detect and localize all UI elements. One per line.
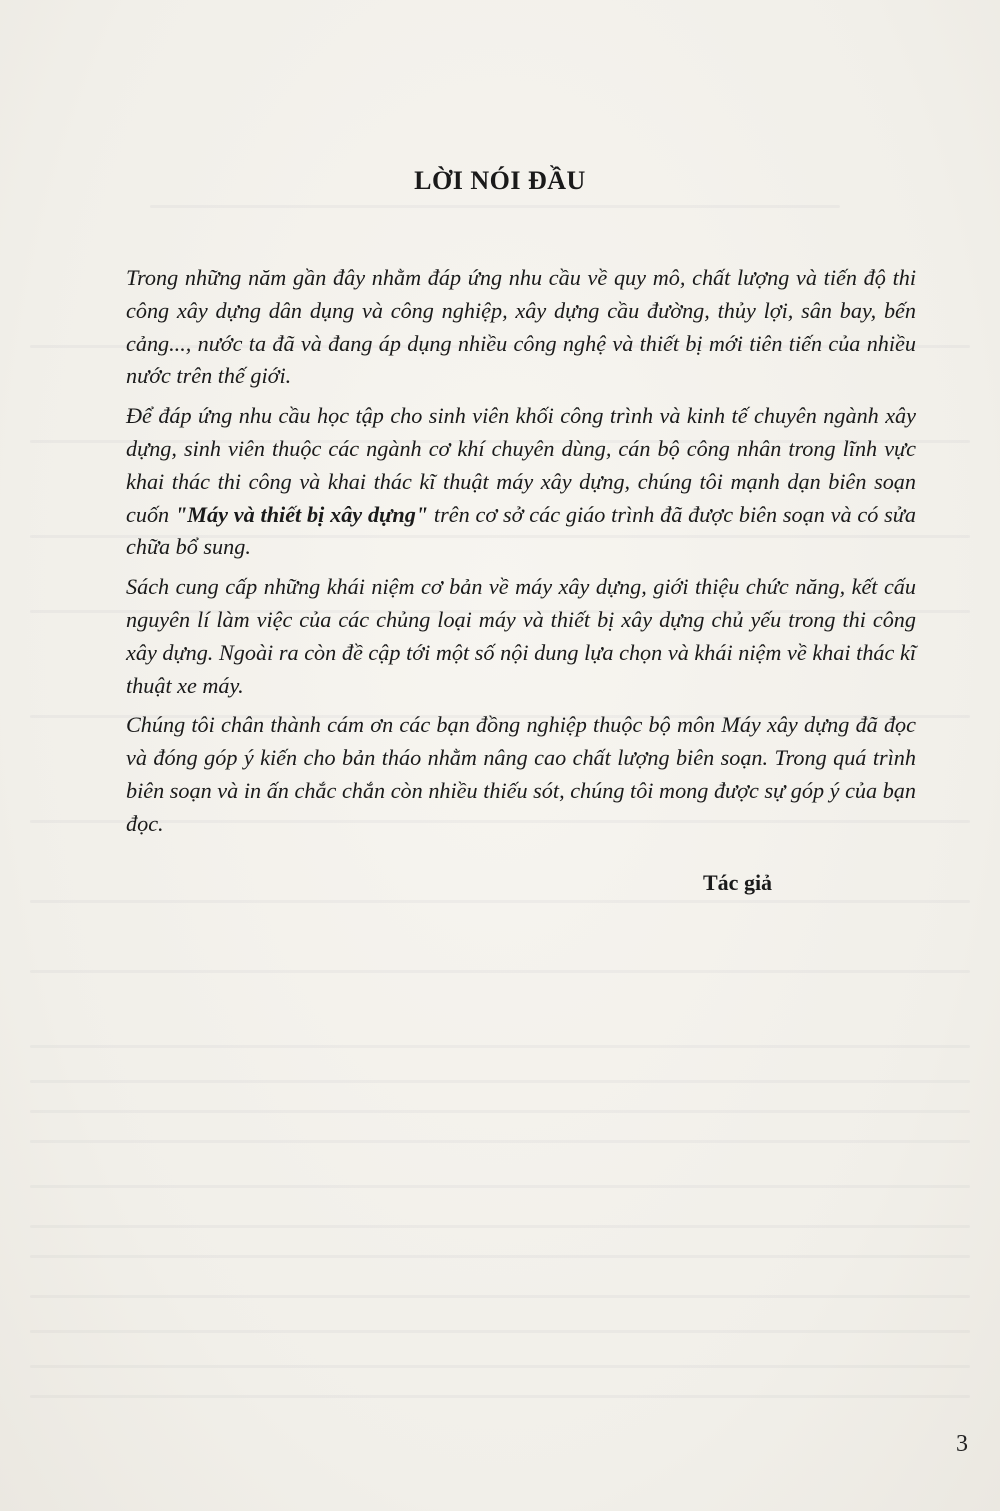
book-title: "Máy và thiết bị xây dựng" <box>174 501 429 527</box>
paragraph-2 <box>126 400 916 564</box>
page-number: 3 <box>956 1431 968 1457</box>
paragraph-1: Trong những năm gần đây nhằm đáp ứng nhu cầu về quy mô, chất lượng và tiến độ thi công xây dựng dân dụng và công nghiệp, xây dựng cầu đường, thủy lợi, sân bay, bến cảng..., nước ta đã và đang áp dụng nhiều công nghệ và thiết bị mới tiên tiến của nhiều nước trên thế giới. <box>126 265 916 389</box>
paragraph-4: Chúng tôi chân thành cám ơn các bạn đồng nghiệp thuộc bộ môn Máy xây dựng đã đọc và đóng góp ý kiến cho bản tháo nhằm nâng cao chất lượng biên soạn. Trong quá trình biên soạn và in ấn chắc chắn còn nhiều thiếu sót, chúng tôi mong được sự góp ý của bạn đọc. <box>126 712 916 836</box>
author-signature: Tác giả <box>703 870 773 895</box>
preface-body <box>126 262 916 848</box>
page-title: LỜI NÓI ĐẦU <box>414 166 586 195</box>
paragraph-3: Sách cung cấp những khái niệm cơ bản về máy xây dựng, giới thiệu chức năng, kết cấu nguyên lí làm việc của các chủng loại máy và thiết bị xây dựng chủ yếu trong thi công xây dựng. Ngoài ra còn đề cập tới một số nội dung lựa chọn và khái niệm về khai thác kĩ thuật xe máy. <box>126 574 916 698</box>
paragraph-2-text-after: trên cơ sở các giáo trình đã được biên soạn và có sửa chữa bổ sung. <box>126 501 916 560</box>
paragraph-2-text-before: Để đáp ứng nhu cầu học tập cho sinh viên khối công trình và kinh tế chuyên ngành xây dựng, sinh viên thuộc các ngành cơ khí chuyên dùng, cán bộ công nhân trong lĩnh vực khai thác thi công và khai thác kĩ thuật máy xây dựng, chúng tôi mạnh dạn biên soạn cuốn <box>126 403 916 527</box>
